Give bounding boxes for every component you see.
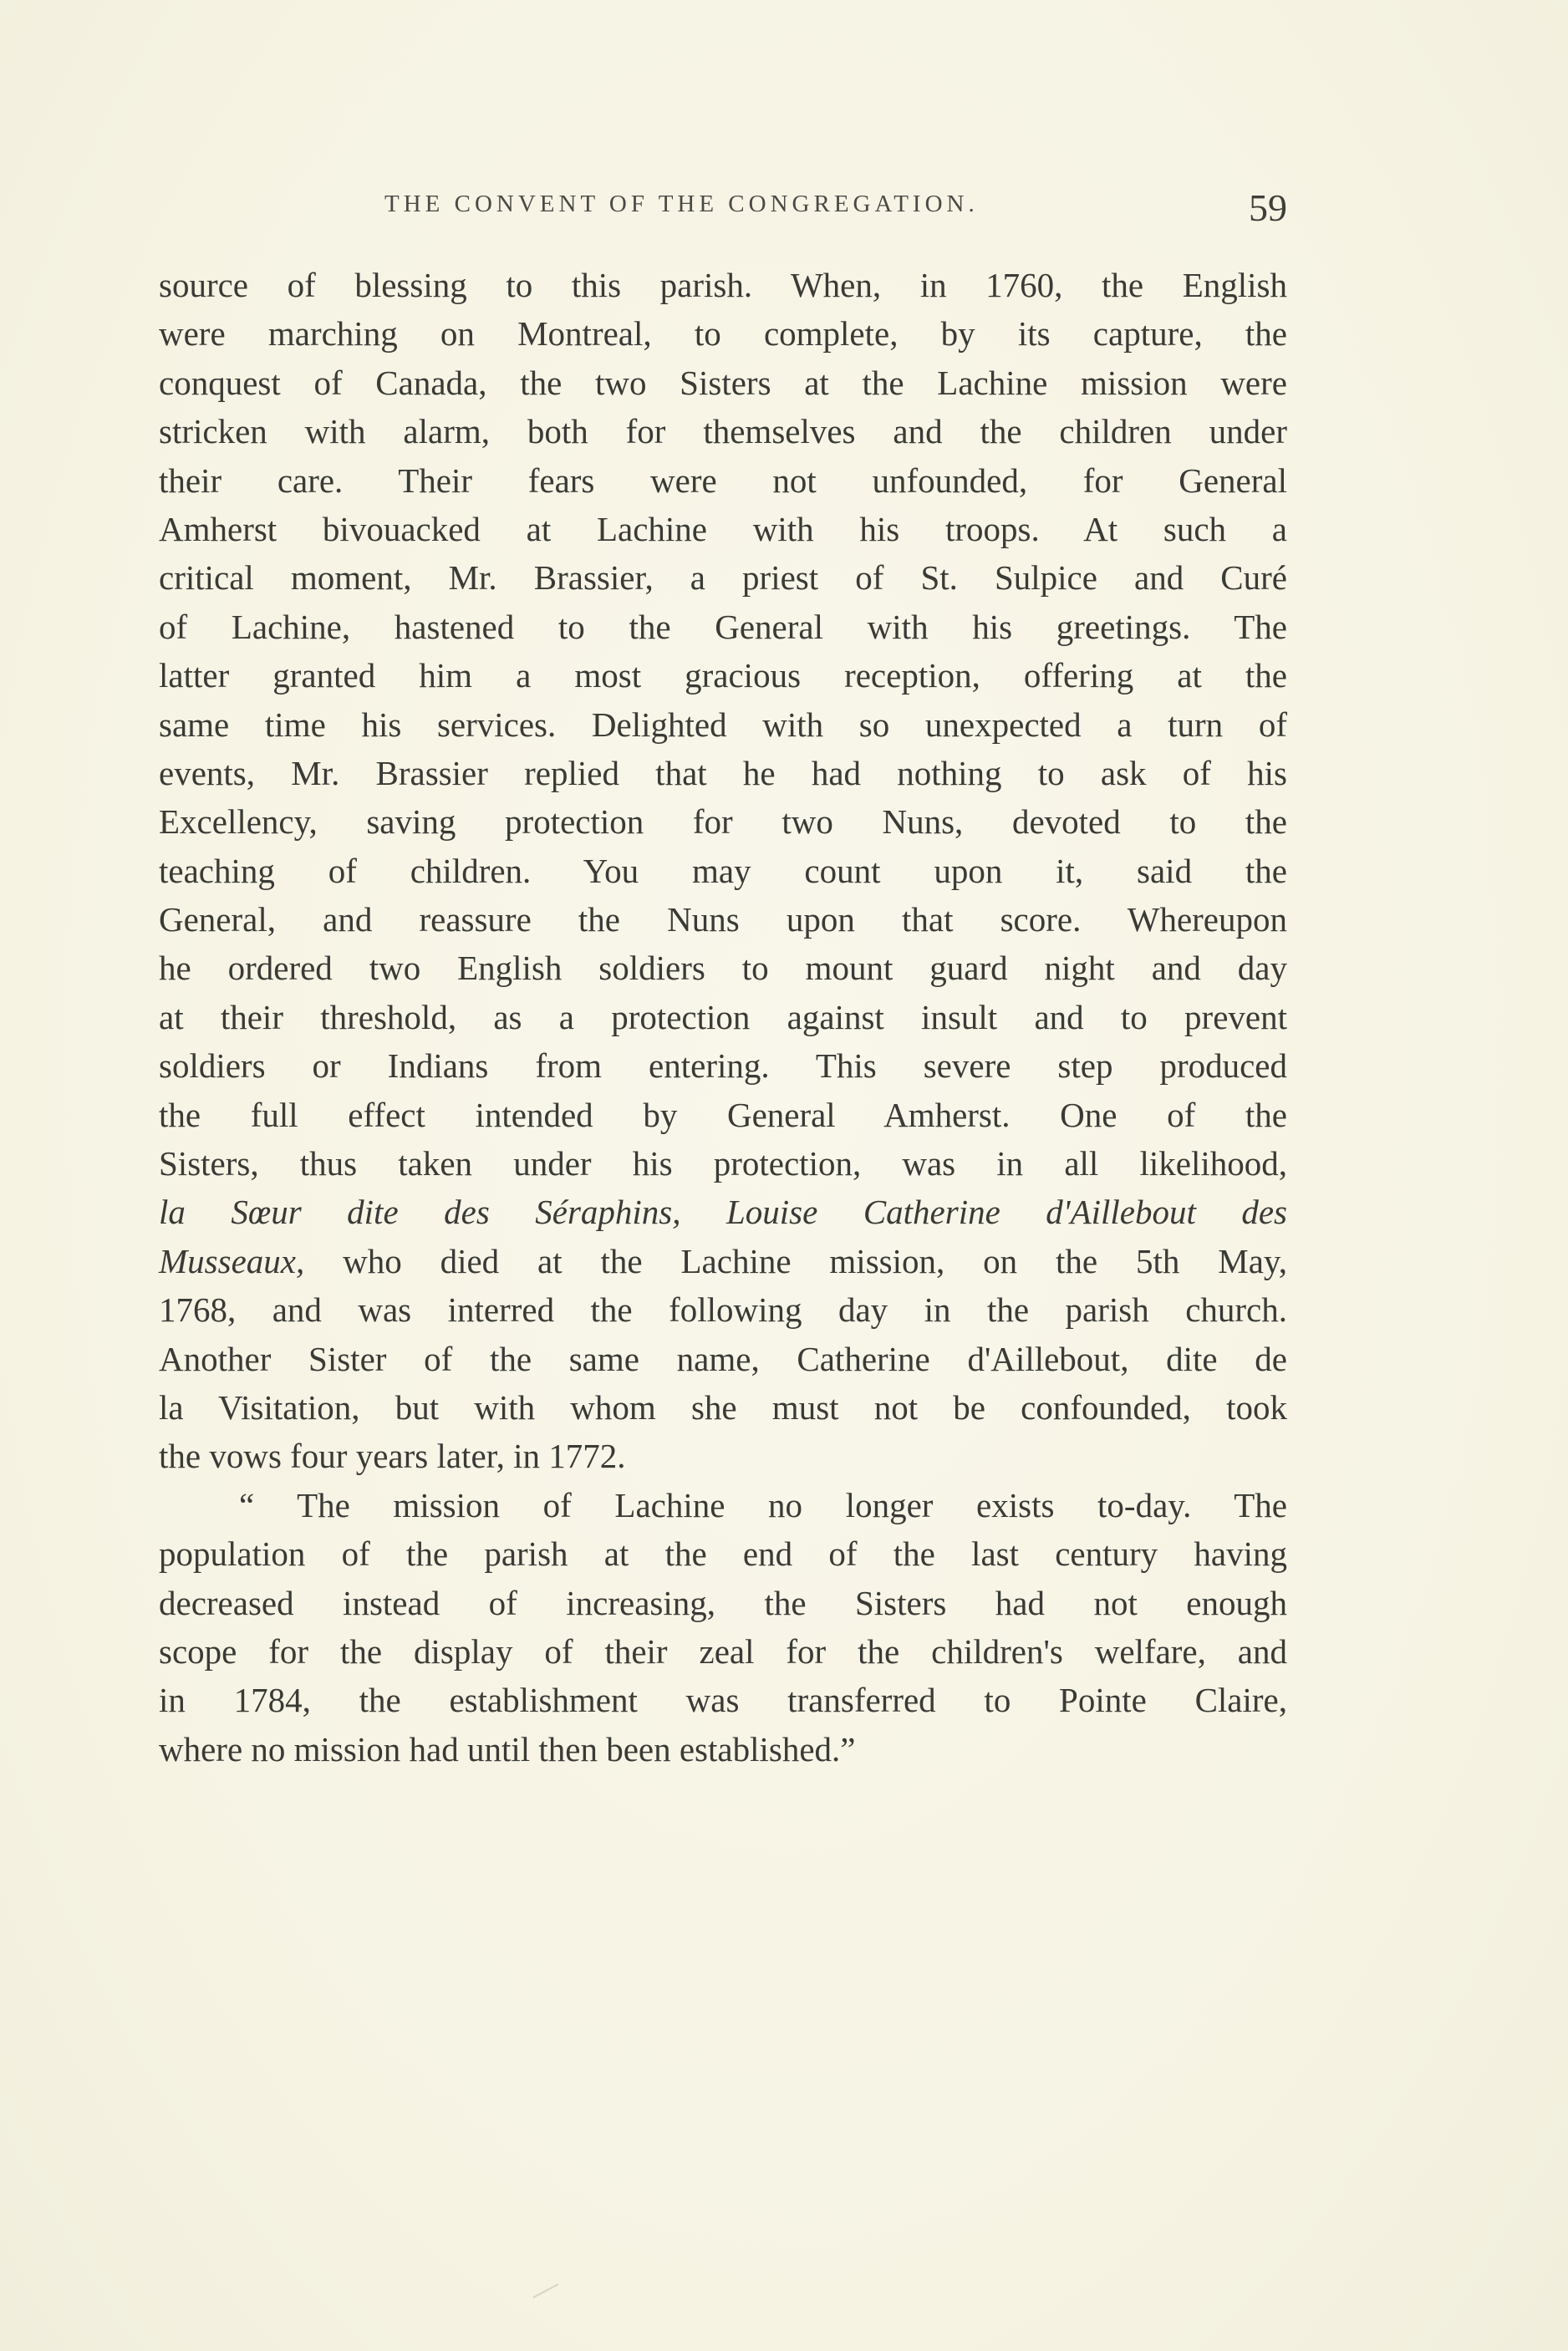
- line-remainder: who died at the Lachine mission, on the 5th May,: [304, 1241, 1287, 1280]
- text-line: he ordered two English soldiers to mount guard night and day: [159, 949, 1287, 988]
- text-line: events, Mr. Brassier replied that he had nothing to ask of his: [159, 753, 1287, 792]
- text-line: General, and reassure the Nuns upon that score. Whereupon: [159, 900, 1287, 939]
- paper-blemish: [533, 2283, 559, 2298]
- text-line: Sisters, thus taken under his protection, was in all likelihood,: [159, 1144, 1287, 1183]
- text-line: their care. Their fears were not unfounded, for General: [159, 461, 1287, 500]
- running-header: [159, 186, 1287, 241]
- text-line: same time his services. Delighted with so unexpected a turn of: [159, 705, 1287, 744]
- text-line: conquest of Canada, the two Sisters at the Lachine mission were: [159, 363, 1287, 402]
- text-line: Amherst bivouacked at Lachine with his troops. At such a: [159, 509, 1287, 548]
- italic-text-line: [159, 1188, 1287, 1236]
- text-line: Excellency, saving protection for two Nuns, devoted to the: [159, 802, 1287, 842]
- text-line: the full effect intended by General Amherst. One of the: [159, 1095, 1287, 1134]
- text-line: where no mission had until then been established.”: [159, 1729, 856, 1768]
- text-line: scope for the display of their zeal for the children's welfare, and: [159, 1631, 1287, 1671]
- text-line: latter granted him a most gracious reception, offering at the: [159, 656, 1287, 695]
- text-line: population of the parish at the end of the last century having: [159, 1534, 1287, 1574]
- text-line: la Visitation, but with whom she must not be confounded, took: [159, 1387, 1287, 1427]
- text-line: decreased instead of increasing, the Sisters had not enough: [159, 1583, 1287, 1622]
- running-title: THE CONVENT OF THE CONGREGATION.: [384, 191, 979, 217]
- text-line: soldiers or Indians from entering. This severe step produced: [159, 1046, 1287, 1086]
- paragraph-1: [159, 261, 1287, 1481]
- italic-name: la Sœur dite des Séraphins, Louise Catherine d'Aillebout des: [159, 1193, 1287, 1232]
- text-line: “ The mission of Lachine no longer exists to-day. The: [239, 1485, 1287, 1524]
- text-line: in 1784, the establishment was transferred to Pointe Claire,: [159, 1681, 1287, 1720]
- text-line: teaching of children. You may count upon it, said the: [159, 851, 1287, 890]
- text-line: at their threshold, as a protection against insult and to prevent: [159, 997, 1287, 1036]
- text-line: 1768, and was interred the following day in the parish church.: [159, 1290, 1287, 1330]
- paragraph-2: [159, 1481, 1287, 1773]
- italic-name: Musseaux,: [159, 1241, 305, 1280]
- text-line: of Lachine, hastened to the General with his greetings. The: [159, 607, 1287, 646]
- text-line: stricken with alarm, both for themselves and the children under: [159, 412, 1287, 451]
- page-number: 59: [1249, 186, 1287, 229]
- text-line: were marching on Montreal, to complete, by its capture, the: [159, 314, 1287, 354]
- body-text: [159, 261, 1287, 1773]
- text-line: critical moment, Mr. Brassier, a priest of St. Sulpice and Curé: [159, 558, 1287, 598]
- text-line: [159, 1237, 1287, 1285]
- text-line: source of blessing to this parish. When, in 1760, the English: [159, 266, 1287, 304]
- text-line: the vows four years later, in 1772.: [159, 1437, 626, 1476]
- text-line: Another Sister of the same name, Catherine d'Aillebout, dite de: [159, 1339, 1287, 1378]
